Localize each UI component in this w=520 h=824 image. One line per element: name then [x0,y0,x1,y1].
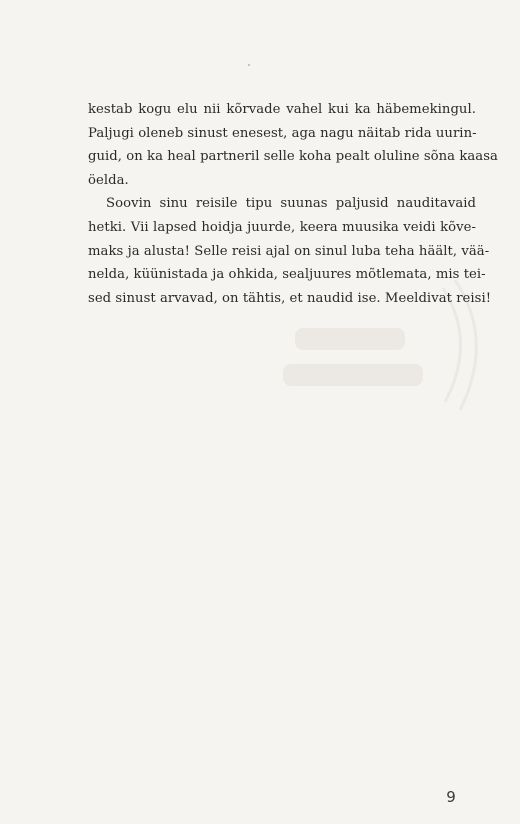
text-line: Paljugi oleneb sinust enesest, aga nagu näitab rida uurin- [88,125,477,141]
text-line: sed sinust arvavad, on tähtis, et naudid ise. Meeldivat reisi! [88,290,492,306]
text-line: kestab kogu elu nii kõrvade vahel kui ka häbemekingul. [88,102,476,117]
text-line: nelda, küünistada ja ohkida, sealjuures mõtlemata, mis tei- [88,267,486,283]
paper-speck [248,64,250,66]
text-line: maks ja alusta! Selle reisi ajal on sinul luba teha häält, vää- [88,243,490,259]
text-line: Soovin sinu reisile tipu suunas paljusid nauditavaid [106,196,476,212]
body-text [88,98,498,310]
text-line: guid, on ka heal partneril selle koha pealt oluline sõna kaasa [88,149,498,165]
paragraph-1 [88,98,498,192]
text-line: hetki. Vii lapsed hoidja juurde, keera muusika veidi kõve- [88,219,476,235]
text-line: öelda. [88,172,129,188]
page-number: 9 [446,788,456,806]
paragraph-2 [88,192,492,310]
